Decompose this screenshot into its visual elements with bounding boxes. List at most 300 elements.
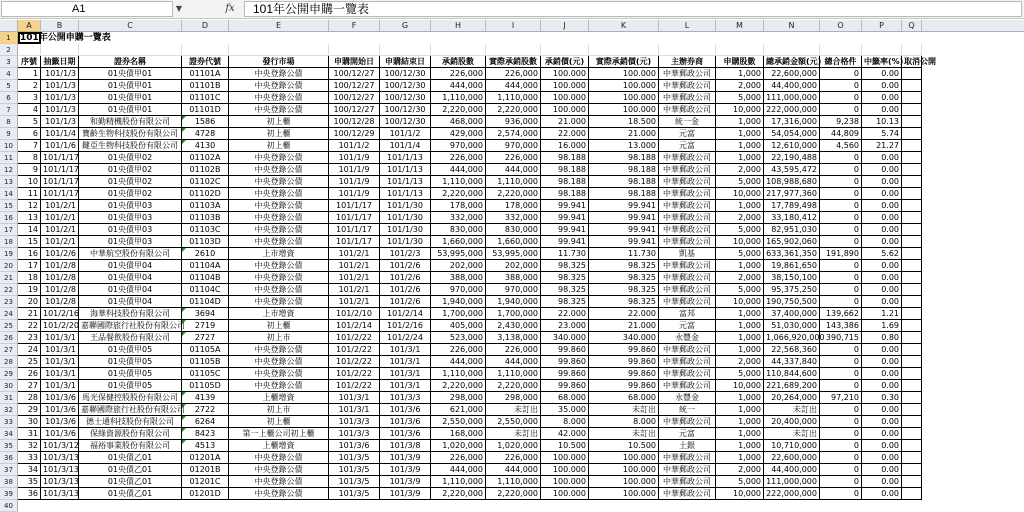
data-cell[interactable]: 0 bbox=[820, 104, 862, 116]
data-cell[interactable]: 21.000 bbox=[589, 128, 659, 140]
data-cell[interactable]: 226,000 bbox=[431, 152, 486, 164]
data-cell[interactable]: 中華郵政公司 bbox=[659, 416, 716, 428]
data-cell[interactable]: 2,000 bbox=[716, 356, 764, 368]
data-cell[interactable]: 01103D bbox=[182, 236, 229, 248]
data-cell[interactable]: 2722 bbox=[182, 404, 229, 416]
data-cell[interactable]: 101/1/3 bbox=[41, 92, 79, 104]
data-cell[interactable]: 100.000 bbox=[589, 104, 659, 116]
data-cell[interactable]: 100/12/30 bbox=[380, 116, 431, 128]
data-cell[interactable]: 18 bbox=[18, 272, 41, 284]
data-cell[interactable]: 101/1/3 bbox=[41, 116, 79, 128]
data-cell[interactable]: 3 bbox=[18, 92, 41, 104]
data-cell[interactable]: 上市增資 bbox=[229, 248, 329, 260]
data-cell[interactable] bbox=[902, 344, 922, 356]
data-cell[interactable]: 298,000 bbox=[486, 392, 541, 404]
data-cell[interactable]: 未訂出 bbox=[589, 404, 659, 416]
sheet-title[interactable]: 101年公開申購一覽表 bbox=[20, 33, 111, 43]
data-cell[interactable]: 15 bbox=[18, 236, 41, 248]
data-cell[interactable]: 2727 bbox=[182, 332, 229, 344]
data-cell[interactable]: 54,054,000 bbox=[764, 128, 820, 140]
data-cell[interactable]: 01央債甲02 bbox=[79, 164, 182, 176]
empty-cell[interactable] bbox=[820, 44, 862, 56]
data-cell[interactable]: 101/2/8 bbox=[41, 260, 79, 272]
data-cell[interactable] bbox=[902, 176, 922, 188]
data-cell[interactable]: 1,700,000 bbox=[431, 308, 486, 320]
data-cell[interactable]: 6 bbox=[18, 128, 41, 140]
column-header-I[interactable]: I bbox=[486, 20, 541, 31]
data-cell[interactable]: 936,000 bbox=[486, 116, 541, 128]
data-cell[interactable]: 100.000 bbox=[541, 104, 589, 116]
data-cell[interactable]: 101/3/6 bbox=[380, 428, 431, 440]
data-cell[interactable]: 101/2/22 bbox=[329, 368, 380, 380]
row-header-5[interactable]: 5 bbox=[0, 80, 18, 92]
data-cell[interactable]: 101/2/1 bbox=[329, 284, 380, 296]
data-cell[interactable]: 99.860 bbox=[541, 356, 589, 368]
empty-cell[interactable] bbox=[764, 44, 820, 56]
data-cell[interactable]: 100.000 bbox=[589, 80, 659, 92]
column-header-Q[interactable]: Q bbox=[902, 20, 922, 31]
row-header-14[interactable]: 14 bbox=[0, 188, 18, 200]
data-cell[interactable]: 100.000 bbox=[541, 488, 589, 500]
data-cell[interactable]: 226,000 bbox=[431, 68, 486, 80]
data-cell[interactable]: 統一金 bbox=[659, 116, 716, 128]
data-cell[interactable]: 101/1/13 bbox=[380, 164, 431, 176]
row-header-9[interactable]: 9 bbox=[0, 128, 18, 140]
data-cell[interactable]: 37,400,000 bbox=[764, 308, 820, 320]
data-cell[interactable]: 0 bbox=[820, 404, 862, 416]
data-cell[interactable]: 0.00 bbox=[862, 356, 902, 368]
empty-cell[interactable] bbox=[329, 44, 380, 56]
data-cell[interactable]: 0 bbox=[820, 416, 862, 428]
data-cell[interactable]: 98.325 bbox=[541, 272, 589, 284]
header-cell[interactable]: 承銷價(元) bbox=[541, 56, 589, 68]
data-cell[interactable]: 0 bbox=[820, 380, 862, 392]
data-cell[interactable]: 1,110,000 bbox=[431, 176, 486, 188]
data-cell[interactable]: 上市增資 bbox=[229, 308, 329, 320]
data-cell[interactable]: 11.730 bbox=[589, 248, 659, 260]
data-cell[interactable]: 0.00 bbox=[862, 164, 902, 176]
data-cell[interactable]: 202,000 bbox=[431, 260, 486, 272]
data-cell[interactable]: 0.00 bbox=[862, 452, 902, 464]
data-cell[interactable]: 38,150,100 bbox=[764, 272, 820, 284]
row-header-29[interactable]: 29 bbox=[0, 368, 18, 380]
data-cell[interactable]: 0 bbox=[820, 188, 862, 200]
data-cell[interactable] bbox=[902, 128, 922, 140]
data-cell[interactable]: 7 bbox=[18, 140, 41, 152]
data-cell[interactable]: 0 bbox=[820, 236, 862, 248]
data-cell[interactable]: 101/2/24 bbox=[380, 332, 431, 344]
data-cell[interactable]: 101/2/1 bbox=[41, 224, 79, 236]
data-cell[interactable]: 德士通科技股份有限公司 bbox=[79, 416, 182, 428]
data-cell[interactable]: 0 bbox=[820, 356, 862, 368]
data-cell[interactable]: 22.000 bbox=[589, 308, 659, 320]
data-cell[interactable] bbox=[902, 464, 922, 476]
data-cell[interactable]: 99.941 bbox=[541, 236, 589, 248]
data-cell[interactable]: 中華郵政公司 bbox=[659, 284, 716, 296]
data-cell[interactable]: 101/3/1 bbox=[41, 368, 79, 380]
header-cell[interactable]: 申購股數 bbox=[716, 56, 764, 68]
data-cell[interactable]: 01103C bbox=[182, 224, 229, 236]
column-header-E[interactable]: E bbox=[229, 20, 329, 31]
data-cell[interactable]: 101/1/30 bbox=[380, 224, 431, 236]
data-cell[interactable]: 523,000 bbox=[431, 332, 486, 344]
data-cell[interactable]: 101/1/4 bbox=[380, 140, 431, 152]
data-cell[interactable]: 101/3/1 bbox=[380, 356, 431, 368]
data-cell[interactable]: 22,600,000 bbox=[764, 452, 820, 464]
data-cell[interactable]: 444,000 bbox=[431, 356, 486, 368]
data-cell[interactable]: 1 bbox=[18, 68, 41, 80]
data-cell[interactable]: 99.860 bbox=[541, 380, 589, 392]
data-cell[interactable]: 21 bbox=[18, 308, 41, 320]
data-cell[interactable]: 101/2/1 bbox=[329, 296, 380, 308]
data-cell[interactable]: 01104C bbox=[182, 284, 229, 296]
data-cell[interactable] bbox=[902, 488, 922, 500]
data-cell[interactable]: 中華郵政公司 bbox=[659, 344, 716, 356]
data-cell[interactable]: 0 bbox=[820, 296, 862, 308]
data-cell[interactable]: 6264 bbox=[182, 416, 229, 428]
data-cell[interactable]: 中央登錄公債 bbox=[229, 152, 329, 164]
data-cell[interactable]: 0.00 bbox=[862, 272, 902, 284]
data-cell[interactable]: 01201B bbox=[182, 464, 229, 476]
data-cell[interactable]: 4513 bbox=[182, 440, 229, 452]
data-cell[interactable]: 101/3/8 bbox=[380, 440, 431, 452]
data-cell[interactable]: 0.00 bbox=[862, 92, 902, 104]
data-cell[interactable]: 178,000 bbox=[431, 200, 486, 212]
data-cell[interactable]: 35 bbox=[18, 476, 41, 488]
data-cell[interactable]: 10.13 bbox=[862, 116, 902, 128]
data-cell[interactable]: 101/1/17 bbox=[329, 212, 380, 224]
header-cell[interactable]: 實際承銷股數 bbox=[486, 56, 541, 68]
data-cell[interactable]: 101/3/6 bbox=[329, 440, 380, 452]
data-cell[interactable]: 中華郵政公司 bbox=[659, 368, 716, 380]
data-cell[interactable]: 01央債甲04 bbox=[79, 296, 182, 308]
data-cell[interactable]: 2,220,000 bbox=[431, 188, 486, 200]
data-cell[interactable] bbox=[902, 212, 922, 224]
data-cell[interactable]: 101/1/3 bbox=[41, 80, 79, 92]
data-cell[interactable]: 中央登錄公債 bbox=[229, 284, 329, 296]
data-cell[interactable] bbox=[902, 116, 922, 128]
row-header-22[interactable]: 22 bbox=[0, 284, 18, 296]
data-cell[interactable]: 8 bbox=[18, 152, 41, 164]
data-cell[interactable]: 68.000 bbox=[541, 392, 589, 404]
data-cell[interactable]: 340.000 bbox=[541, 332, 589, 344]
data-cell[interactable]: 19,861,650 bbox=[764, 260, 820, 272]
data-cell[interactable]: 1,110,000 bbox=[431, 92, 486, 104]
data-cell[interactable]: 中華郵政公司 bbox=[659, 464, 716, 476]
data-cell[interactable]: 0.00 bbox=[862, 344, 902, 356]
data-cell[interactable]: 0 bbox=[820, 488, 862, 500]
data-cell[interactable]: 5.74 bbox=[862, 128, 902, 140]
header-cell[interactable]: 取消公開 bbox=[904, 57, 936, 66]
data-cell[interactable]: 101/2/1 bbox=[41, 200, 79, 212]
data-cell[interactable]: 4728 bbox=[182, 128, 229, 140]
data-cell[interactable]: 99.860 bbox=[541, 344, 589, 356]
data-cell[interactable]: 0 bbox=[820, 440, 862, 452]
data-cell[interactable]: 22.000 bbox=[541, 308, 589, 320]
data-cell[interactable]: 中華郵政公司 bbox=[659, 488, 716, 500]
data-cell[interactable]: 226,000 bbox=[486, 152, 541, 164]
data-cell[interactable]: 中央登錄公債 bbox=[229, 260, 329, 272]
data-cell[interactable]: 101/3/5 bbox=[329, 488, 380, 500]
data-cell[interactable]: 中華郵政公司 bbox=[659, 380, 716, 392]
data-cell[interactable]: 222,000,000 bbox=[764, 488, 820, 500]
data-cell[interactable]: 101/3/13 bbox=[43, 489, 79, 498]
data-cell[interactable]: 01央債甲01 bbox=[79, 104, 182, 116]
data-cell[interactable]: 中華郵政公司 bbox=[659, 176, 716, 188]
data-cell[interactable]: 101/3/9 bbox=[380, 476, 431, 488]
data-cell[interactable]: 0 bbox=[820, 428, 862, 440]
data-cell[interactable]: 中央登錄公債 bbox=[229, 488, 329, 500]
data-cell[interactable]: 01104A bbox=[182, 260, 229, 272]
data-cell[interactable]: 101/1/9 bbox=[329, 164, 380, 176]
data-cell[interactable]: 101/3/9 bbox=[380, 452, 431, 464]
column-header-P[interactable]: P bbox=[862, 20, 902, 31]
data-cell[interactable]: 34 bbox=[18, 464, 41, 476]
data-cell[interactable]: 1,000 bbox=[716, 404, 764, 416]
data-cell[interactable]: 中央登錄公債 bbox=[229, 68, 329, 80]
data-cell[interactable]: 0.00 bbox=[862, 368, 902, 380]
data-cell[interactable]: 2,000 bbox=[716, 164, 764, 176]
data-cell[interactable]: 4,560 bbox=[820, 140, 862, 152]
data-cell[interactable]: 99.941 bbox=[589, 200, 659, 212]
header-cell[interactable]: 申購結束日 bbox=[380, 56, 431, 68]
data-cell[interactable]: 28 bbox=[18, 392, 41, 404]
row-header-17[interactable]: 17 bbox=[0, 224, 18, 236]
data-cell[interactable]: 226,000 bbox=[431, 452, 486, 464]
data-cell[interactable]: 4139 bbox=[182, 392, 229, 404]
data-cell[interactable]: 101/1/2 bbox=[329, 140, 380, 152]
data-cell[interactable]: 01101D bbox=[182, 104, 229, 116]
data-cell[interactable]: 0 bbox=[820, 92, 862, 104]
row-header-32[interactable]: 32 bbox=[0, 404, 18, 416]
data-cell[interactable]: 98.188 bbox=[541, 152, 589, 164]
data-cell[interactable]: 101/1/4 bbox=[41, 128, 79, 140]
row-header-39[interactable]: 39 bbox=[0, 488, 18, 500]
data-cell[interactable]: 168,000 bbox=[431, 428, 486, 440]
data-cell[interactable]: 中華航空股份有限公司 bbox=[79, 248, 182, 260]
data-cell[interactable]: 101/2/20 bbox=[43, 321, 79, 330]
data-cell[interactable]: 101/3/3 bbox=[380, 392, 431, 404]
data-cell[interactable]: 444,000 bbox=[486, 464, 541, 476]
data-cell[interactable]: 35.000 bbox=[541, 404, 589, 416]
data-cell[interactable]: 0 bbox=[820, 344, 862, 356]
data-cell[interactable]: 17,789,498 bbox=[764, 200, 820, 212]
data-cell[interactable]: 99.941 bbox=[541, 224, 589, 236]
data-cell[interactable]: 221,689,200 bbox=[764, 380, 820, 392]
data-cell[interactable]: 101/3/6 bbox=[41, 416, 79, 428]
data-cell[interactable]: 3,138,000 bbox=[486, 332, 541, 344]
column-header-J[interactable]: J bbox=[541, 20, 589, 31]
empty-cell[interactable] bbox=[380, 44, 431, 56]
data-cell[interactable]: 101/3/1 bbox=[329, 404, 380, 416]
data-cell[interactable]: 01央債甲03 bbox=[79, 224, 182, 236]
data-cell[interactable]: 101/3/5 bbox=[329, 476, 380, 488]
data-cell[interactable]: 101/1/9 bbox=[329, 188, 380, 200]
data-cell[interactable]: 上櫃增資 bbox=[229, 440, 329, 452]
data-cell[interactable]: 未訂出 bbox=[589, 428, 659, 440]
data-cell[interactable]: 5,000 bbox=[716, 476, 764, 488]
data-cell[interactable]: 中華郵政公司 bbox=[659, 188, 716, 200]
header-cell[interactable]: 中籤率(%) bbox=[864, 57, 904, 66]
data-cell[interactable]: 1,940,000 bbox=[486, 296, 541, 308]
data-cell[interactable]: 633,361,350 bbox=[764, 248, 820, 260]
data-cell[interactable]: 0 bbox=[820, 452, 862, 464]
data-cell[interactable] bbox=[902, 224, 922, 236]
data-cell[interactable]: 2,000 bbox=[716, 272, 764, 284]
data-cell[interactable]: 第一上櫃公司初上櫃 bbox=[229, 428, 329, 440]
data-cell[interactable]: 621,000 bbox=[431, 404, 486, 416]
data-cell[interactable]: 22 bbox=[18, 320, 41, 332]
data-cell[interactable]: 中央登錄公債 bbox=[229, 272, 329, 284]
data-cell[interactable] bbox=[902, 236, 922, 248]
data-cell[interactable]: 01101B bbox=[182, 80, 229, 92]
data-cell[interactable]: 14 bbox=[18, 224, 41, 236]
data-cell[interactable]: 97,210 bbox=[820, 392, 862, 404]
data-cell[interactable]: 0 bbox=[820, 176, 862, 188]
data-cell[interactable] bbox=[902, 80, 922, 92]
data-cell[interactable]: 0 bbox=[820, 260, 862, 272]
data-cell[interactable]: 16 bbox=[18, 248, 41, 260]
data-cell[interactable]: 9 bbox=[18, 164, 41, 176]
empty-cell[interactable] bbox=[182, 44, 229, 56]
data-cell[interactable] bbox=[902, 152, 922, 164]
data-cell[interactable]: 332,000 bbox=[431, 212, 486, 224]
data-cell[interactable]: 101/3/1 bbox=[41, 380, 79, 392]
data-cell[interactable]: 101/2/22 bbox=[329, 332, 380, 344]
data-cell[interactable] bbox=[902, 296, 922, 308]
data-cell[interactable] bbox=[902, 392, 922, 404]
data-cell[interactable]: 21.27 bbox=[862, 140, 902, 152]
data-cell[interactable]: 01105A bbox=[182, 344, 229, 356]
data-cell[interactable]: 1,000 bbox=[716, 116, 764, 128]
data-cell[interactable]: 22.000 bbox=[541, 128, 589, 140]
data-cell[interactable]: 101/1/13 bbox=[380, 188, 431, 200]
data-cell[interactable]: 101/2/6 bbox=[380, 272, 431, 284]
data-cell[interactable]: 36 bbox=[18, 488, 41, 500]
data-cell[interactable]: 1,000 bbox=[716, 332, 764, 344]
data-cell[interactable]: 01102C bbox=[182, 176, 229, 188]
data-cell[interactable]: 298,000 bbox=[431, 392, 486, 404]
data-cell[interactable]: 中央登錄公債 bbox=[229, 164, 329, 176]
data-cell[interactable] bbox=[902, 68, 922, 80]
data-cell[interactable]: 0.00 bbox=[862, 80, 902, 92]
data-cell[interactable]: 0 bbox=[820, 80, 862, 92]
data-cell[interactable]: 中央登錄公債 bbox=[229, 236, 329, 248]
data-cell[interactable]: 未訂出 bbox=[764, 404, 820, 416]
data-cell[interactable]: 101/1/2 bbox=[380, 128, 431, 140]
data-cell[interactable]: 98.188 bbox=[589, 188, 659, 200]
data-cell[interactable]: 01央債甲03 bbox=[79, 200, 182, 212]
data-cell[interactable]: 統一 bbox=[659, 404, 716, 416]
data-cell[interactable]: 98.325 bbox=[541, 296, 589, 308]
data-cell[interactable]: 0.00 bbox=[862, 188, 902, 200]
data-cell[interactable]: 101/2/22 bbox=[329, 356, 380, 368]
data-cell[interactable]: 2,220,000 bbox=[431, 488, 486, 500]
data-cell[interactable]: 44,400,000 bbox=[764, 80, 820, 92]
data-cell[interactable]: 429,000 bbox=[431, 128, 486, 140]
data-cell[interactable]: 01央債甲05 bbox=[79, 344, 182, 356]
data-cell[interactable]: 101/3/1 bbox=[380, 344, 431, 356]
data-cell[interactable]: 2 bbox=[18, 80, 41, 92]
data-cell[interactable] bbox=[902, 452, 922, 464]
data-cell[interactable]: 初上櫃 bbox=[229, 128, 329, 140]
data-cell[interactable]: 1,110,000 bbox=[431, 368, 486, 380]
data-cell[interactable]: 43,595,472 bbox=[764, 164, 820, 176]
data-cell[interactable]: 0 bbox=[820, 272, 862, 284]
row-header-4[interactable]: 4 bbox=[0, 68, 18, 80]
data-cell[interactable]: 10.500 bbox=[541, 440, 589, 452]
column-header-O[interactable]: O bbox=[820, 20, 862, 31]
data-cell[interactable]: 2,000 bbox=[716, 212, 764, 224]
data-cell[interactable]: 馬光保健控股股份有限公司 bbox=[79, 392, 182, 404]
data-cell[interactable]: 1,700,000 bbox=[486, 308, 541, 320]
data-cell[interactable]: 23 bbox=[18, 332, 41, 344]
data-cell[interactable]: 01104D bbox=[182, 296, 229, 308]
data-cell[interactable]: 01央債乙01 bbox=[79, 452, 182, 464]
data-cell[interactable]: 中華郵政公司 bbox=[659, 104, 716, 116]
data-cell[interactable]: 01央債甲01 bbox=[79, 92, 182, 104]
row-header-19[interactable]: 19 bbox=[0, 248, 18, 260]
data-cell[interactable]: 101/1/6 bbox=[41, 140, 79, 152]
data-cell[interactable]: 101/3/5 bbox=[329, 464, 380, 476]
data-cell[interactable]: 01央債甲02 bbox=[79, 176, 182, 188]
data-cell[interactable] bbox=[902, 356, 922, 368]
data-cell[interactable]: 10,000 bbox=[716, 296, 764, 308]
data-cell[interactable]: 01105B bbox=[182, 356, 229, 368]
data-cell[interactable]: 101/1/13 bbox=[380, 176, 431, 188]
row-header-1[interactable]: 1 bbox=[0, 32, 18, 44]
data-cell[interactable] bbox=[902, 368, 922, 380]
data-cell[interactable]: 2,220,000 bbox=[431, 380, 486, 392]
data-cell[interactable]: 01央債甲01 bbox=[79, 80, 182, 92]
data-cell[interactable]: 01101C bbox=[182, 92, 229, 104]
data-cell[interactable]: 29 bbox=[18, 404, 41, 416]
data-cell[interactable] bbox=[902, 440, 922, 452]
data-cell[interactable]: 101/2/1 bbox=[41, 212, 79, 224]
data-cell[interactable]: 98.188 bbox=[541, 188, 589, 200]
data-cell[interactable]: 5,000 bbox=[716, 248, 764, 260]
data-cell[interactable]: 中華郵政公司 bbox=[659, 152, 716, 164]
data-cell[interactable]: 100.000 bbox=[589, 68, 659, 80]
empty-cell[interactable] bbox=[41, 44, 79, 56]
data-cell[interactable]: 1,020,000 bbox=[486, 440, 541, 452]
row-header-6[interactable]: 6 bbox=[0, 92, 18, 104]
data-cell[interactable]: 101/3/13 bbox=[43, 453, 79, 462]
data-cell[interactable]: 53,995,000 bbox=[486, 248, 541, 260]
data-cell[interactable]: 0.00 bbox=[862, 68, 902, 80]
data-cell[interactable]: 2610 bbox=[182, 248, 229, 260]
data-cell[interactable]: 101/3/1 bbox=[380, 368, 431, 380]
data-cell[interactable] bbox=[902, 404, 922, 416]
data-cell[interactable]: 5.62 bbox=[862, 248, 902, 260]
data-cell[interactable]: 101/3/13 bbox=[43, 477, 79, 486]
data-cell[interactable]: 110,844,600 bbox=[764, 368, 820, 380]
data-cell[interactable] bbox=[902, 284, 922, 296]
data-cell[interactable]: 111,000,000 bbox=[764, 476, 820, 488]
data-cell[interactable]: 226,000 bbox=[486, 68, 541, 80]
data-cell[interactable]: 970,000 bbox=[431, 284, 486, 296]
row-header-21[interactable]: 21 bbox=[0, 272, 18, 284]
data-cell[interactable]: 98.325 bbox=[541, 284, 589, 296]
data-cell[interactable]: 10,000 bbox=[716, 104, 764, 116]
data-cell[interactable]: 44,337,840 bbox=[764, 356, 820, 368]
empty-cell[interactable] bbox=[716, 44, 764, 56]
data-cell[interactable]: 830,000 bbox=[431, 224, 486, 236]
data-cell[interactable]: 444,000 bbox=[431, 80, 486, 92]
column-header-B[interactable]: B bbox=[41, 20, 79, 31]
data-cell[interactable]: 中央登錄公債 bbox=[229, 380, 329, 392]
data-cell[interactable] bbox=[902, 164, 922, 176]
